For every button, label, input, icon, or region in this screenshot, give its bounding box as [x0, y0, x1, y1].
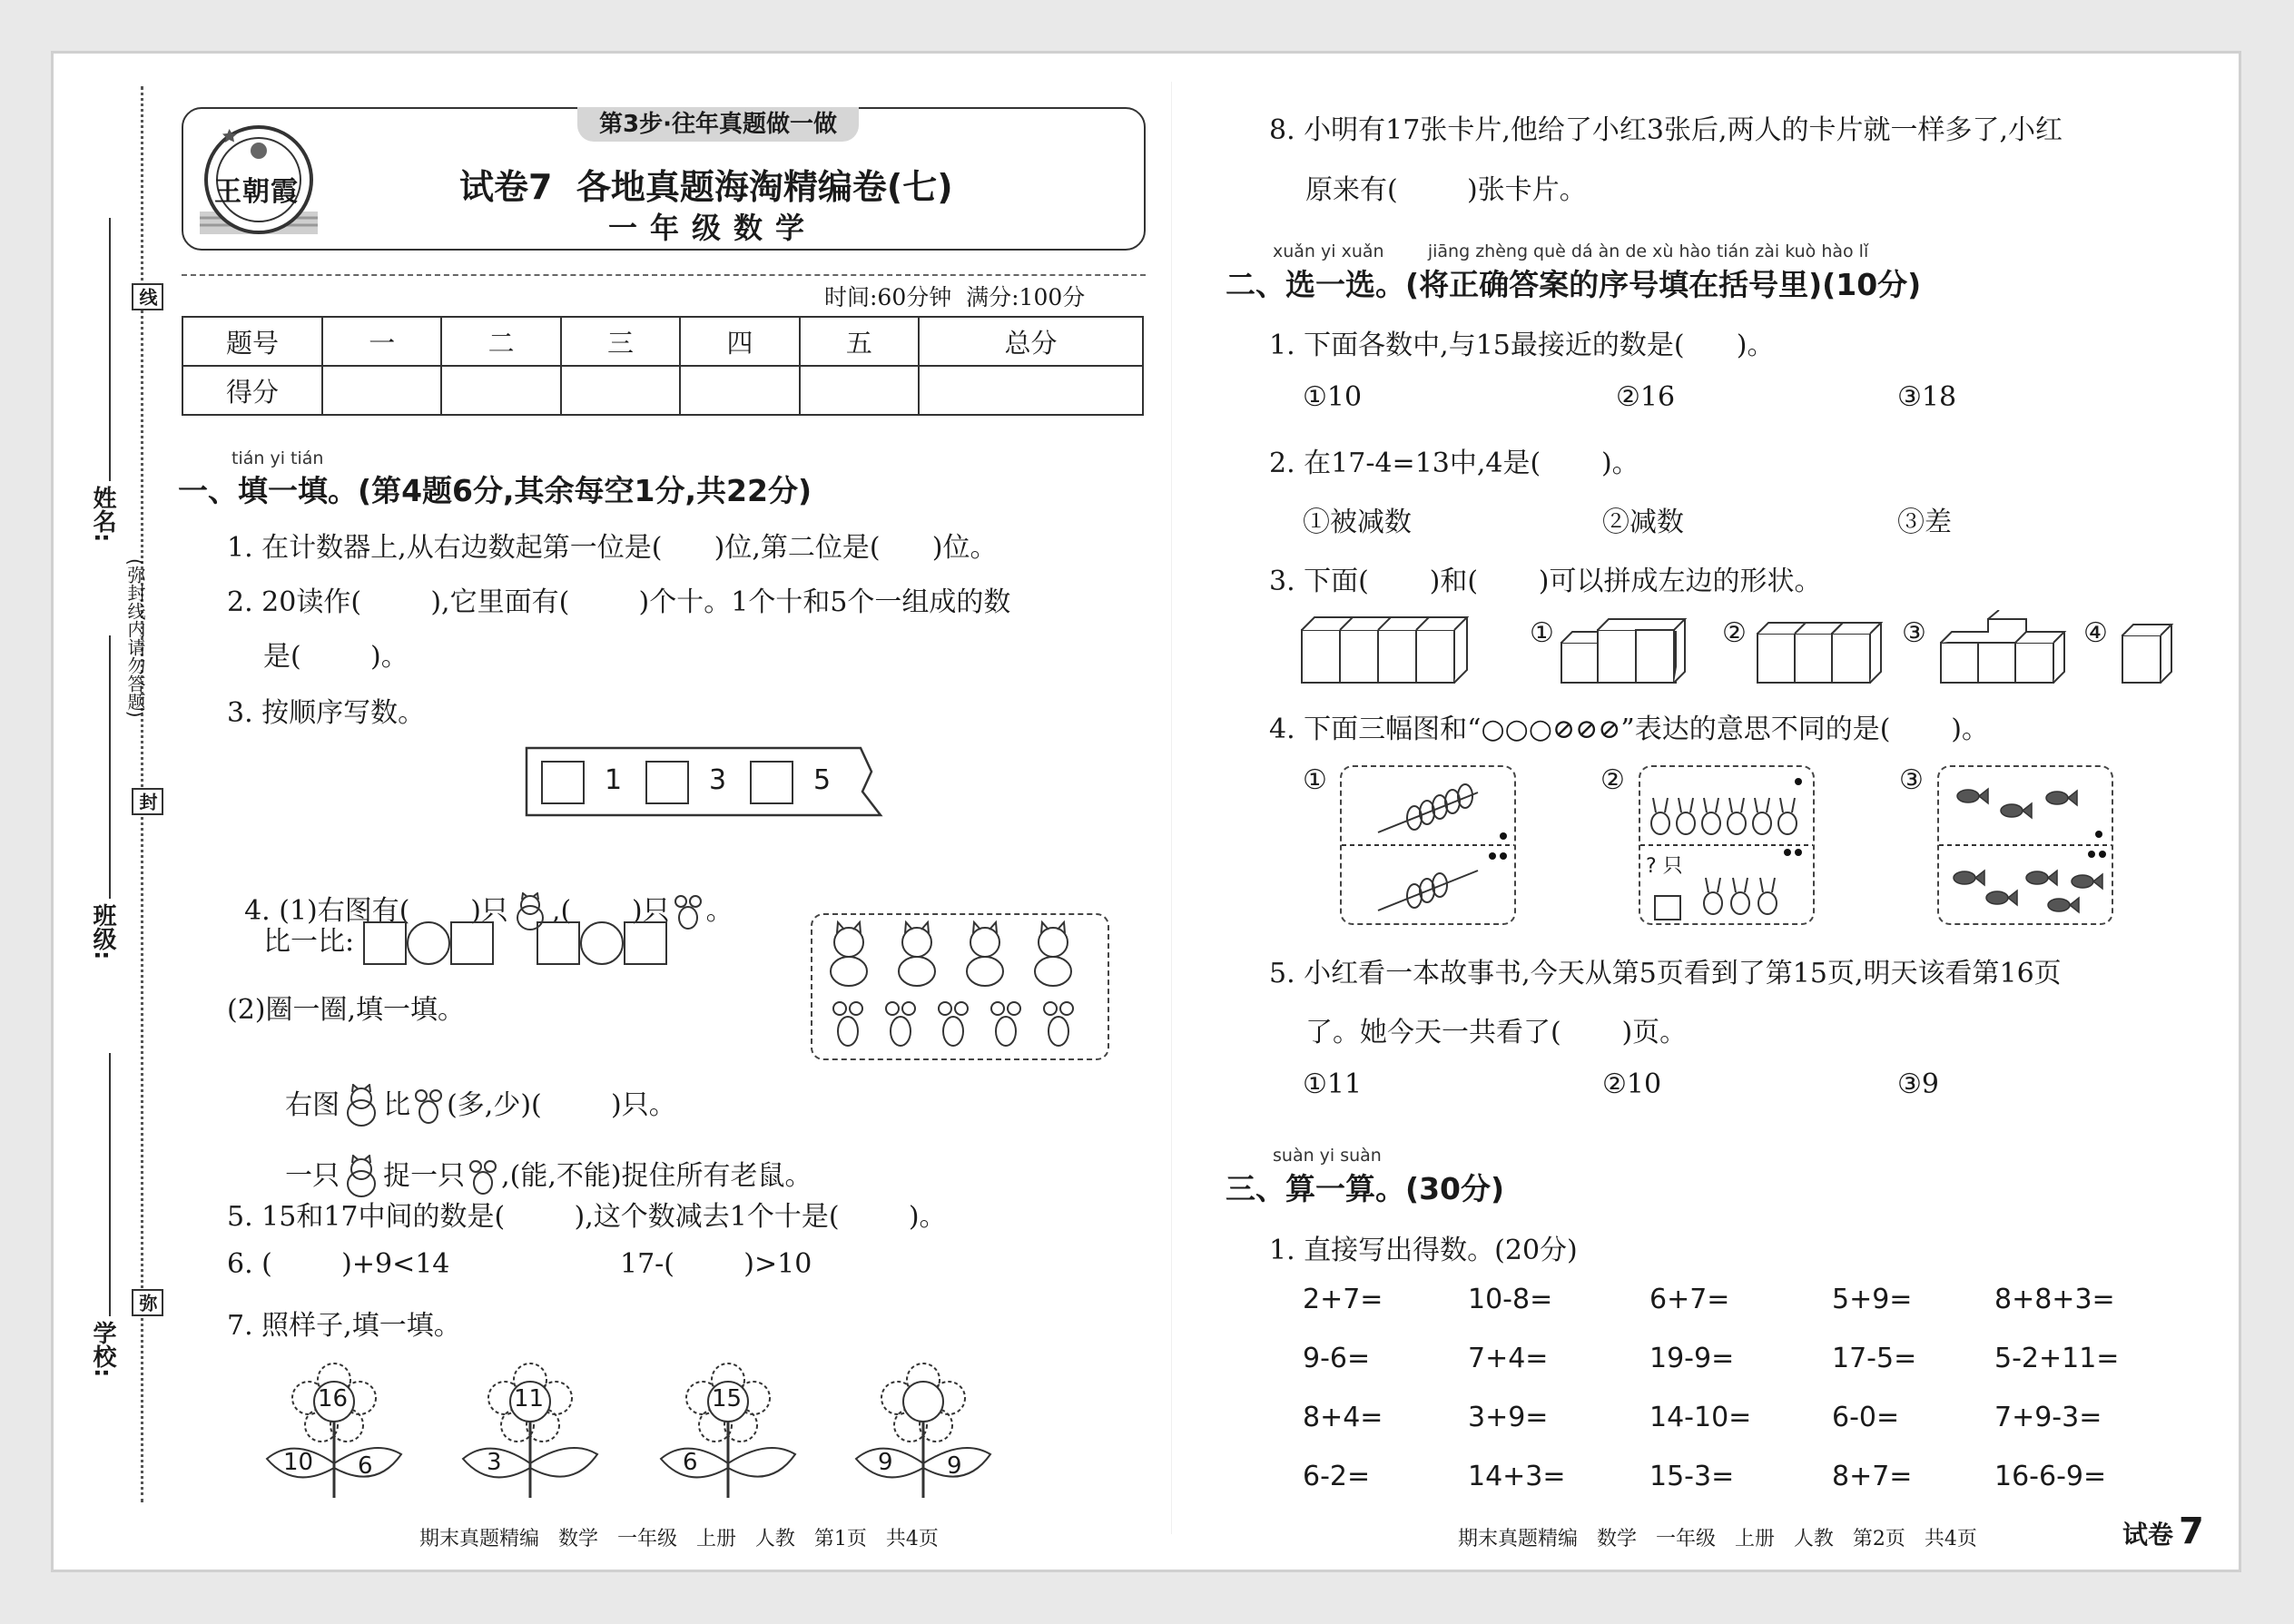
- calc-item[interactable]: 16-6-9=: [1994, 1461, 2107, 1492]
- class-line: [109, 635, 111, 899]
- sec1-title: 一、填一填。(第4题6分,其余每空1分,共22分): [178, 473, 812, 508]
- flower: [258, 1354, 403, 1500]
- calc-item[interactable]: 8+8+3=: [1994, 1284, 2115, 1315]
- q4d3: (多,少)( )只。: [447, 1089, 676, 1121]
- score-cell: 五: [800, 317, 919, 366]
- sec2-q2-opt[interactable]: ①被减数: [1303, 507, 1412, 538]
- score-cell: 二: [441, 317, 560, 366]
- cube-option-4: [2122, 625, 2171, 683]
- binding-mark-mi: 弥: [132, 1289, 163, 1316]
- sec2-pinyin: xuǎn yi xuǎn jiāng zhèng què dá àn de xù hào tián zài kuò hào lǐ: [1273, 241, 1869, 261]
- rabbits-illustration: [1640, 767, 1813, 923]
- sec2-q1-opt[interactable]: ②16: [1616, 381, 1676, 413]
- q4d1: 右图: [285, 1089, 340, 1121]
- flower: [847, 1354, 992, 1500]
- compare-label: 比一比:: [263, 926, 355, 958]
- calc-item[interactable]: 6-2=: [1303, 1461, 1371, 1492]
- cube-row-target: [1302, 617, 1467, 683]
- score-cell: 题号: [182, 317, 322, 366]
- binding-mark-line: 线: [132, 283, 163, 310]
- compare-box[interactable]: [537, 921, 580, 965]
- flower-outline: [847, 1354, 992, 1500]
- score-entry[interactable]: [919, 366, 1143, 415]
- mouse-icon: [833, 1002, 862, 1046]
- q4e3: ,(能,不能)捉住所有老鼠。: [501, 1160, 812, 1192]
- sec1-q1: 1. 在计数器上,从右边数起第一位是( )位,第二位是( )位。: [227, 532, 998, 564]
- cat-icon: [899, 922, 935, 986]
- cube-option-label[interactable]: ①: [1530, 617, 1554, 649]
- q4a-text: 4. (1)右图有( )只: [244, 895, 508, 927]
- paper-badge: [2122, 1511, 2204, 1552]
- sec1-q4d: [268, 1050, 676, 1129]
- mouse-icon: [670, 892, 706, 932]
- calc-item[interactable]: 14+3=: [1468, 1461, 1566, 1492]
- q4a2-text: ,( )只: [551, 895, 670, 927]
- q4-panel-label[interactable]: ②: [1600, 764, 1625, 796]
- q4e2: 捉一只: [383, 1160, 466, 1192]
- q4-panel-label[interactable]: ①: [1303, 764, 1327, 796]
- calc-item[interactable]: 7+9-3=: [1994, 1402, 2102, 1433]
- calc-item[interactable]: 8+4=: [1303, 1402, 1383, 1433]
- binding-note: (弥封线内请勿答题): [124, 558, 146, 718]
- compare-circle[interactable]: [580, 921, 624, 965]
- flower-outline: [258, 1354, 403, 1500]
- sec2-q4: 4. 下面三幅图和“○○○⊘⊘⊘”表达的意思不同的是( )。: [1269, 714, 1989, 745]
- calc-item[interactable]: 6-0=: [1832, 1402, 1900, 1433]
- footer-left: 期末真题精编 数学 一年级 上册 人教 第1页 共4页: [419, 1528, 939, 1550]
- sec2-q1-opt[interactable]: ①10: [1303, 381, 1363, 413]
- score-table-header-row: [182, 317, 1143, 366]
- q4-panel-abacus: [1340, 765, 1516, 925]
- cube-option-label[interactable]: ③: [1902, 617, 1926, 649]
- flower-center-number: 11: [514, 1385, 545, 1412]
- abacus-illustration: [1342, 767, 1514, 923]
- sec1-q6a: 6. ( )+9<14: [227, 1248, 450, 1280]
- logo-badge: [191, 116, 327, 243]
- school-label: 学校:: [89, 1321, 116, 1378]
- q4a3-text: 。: [705, 895, 733, 927]
- exam-title: 试卷7 各地真题海淘精编卷(七): [459, 167, 953, 207]
- cat-icon: [967, 922, 1003, 986]
- header-dashed-rule: [182, 274, 1146, 276]
- calc-item[interactable]: 5-2+11=: [1994, 1343, 2120, 1374]
- sec2-q2-opt[interactable]: ③差: [1897, 507, 1952, 538]
- flower-outline: [454, 1354, 599, 1500]
- q4e1: 一只: [285, 1160, 340, 1192]
- sec2-title: 二、选一选。(将正确答案的序号填在括号里)(10分): [1226, 267, 1922, 302]
- flower-outline: [652, 1354, 797, 1500]
- flower: [454, 1354, 599, 1500]
- calc-item[interactable]: 6+7=: [1649, 1284, 1730, 1315]
- flower-leaf-right: 9: [947, 1452, 962, 1480]
- calc-item[interactable]: 9-6=: [1303, 1343, 1371, 1374]
- compare-row: [263, 919, 667, 965]
- paper-label: 试卷: [2122, 1520, 2174, 1550]
- flower-leaf-right: 6: [358, 1452, 373, 1480]
- score-entry[interactable]: [561, 366, 680, 415]
- school-line: [109, 1053, 111, 1316]
- sec1-q3: 3. 按顺序写数。: [227, 697, 426, 729]
- q8a: 8. 小明有17张卡片,他给了小红3张后,两人的卡片就一样多了,小红: [1269, 114, 2063, 146]
- time-info: 时间:60分钟 满分:100分: [824, 284, 1086, 310]
- mouse-icon: [465, 1157, 501, 1197]
- mouse-icon: [1044, 1002, 1073, 1046]
- step-tag: 第3步·往年真题做一做: [577, 107, 859, 142]
- compare-circle[interactable]: [407, 921, 450, 965]
- calc-item[interactable]: 2+7=: [1303, 1284, 1383, 1315]
- class-label: 班级:: [89, 903, 116, 960]
- mouse-icon: [939, 1002, 968, 1046]
- name-line: [109, 218, 111, 481]
- calc-item[interactable]: 7+4=: [1468, 1343, 1549, 1374]
- flower-leaf-right: 3: [487, 1449, 502, 1476]
- number-strip: [525, 746, 883, 817]
- calc-item[interactable]: 17-5=: [1832, 1343, 1917, 1374]
- page-gutter: [1171, 82, 1172, 1534]
- calc-item[interactable]: 3+9=: [1468, 1402, 1549, 1433]
- score-entry[interactable]: [441, 366, 560, 415]
- footer-right: 期末真题精编 数学 一年级 上册 人教 第2页 共4页: [1458, 1528, 1977, 1550]
- mouse-icon: [886, 1002, 915, 1046]
- sec1-pinyin: tián yi tián: [231, 448, 324, 468]
- score-cell: 三: [561, 317, 680, 366]
- sec3-title: 三、算一算。(30分): [1226, 1171, 1505, 1206]
- flower-center-number: 16: [318, 1385, 349, 1412]
- paper-number: 7: [2179, 1511, 2204, 1552]
- calc-item[interactable]: 14-10=: [1649, 1402, 1752, 1433]
- cube-option-1: [1561, 619, 1685, 683]
- calc-item[interactable]: 19-9=: [1649, 1343, 1735, 1374]
- calc-item[interactable]: 10-8=: [1468, 1284, 1553, 1315]
- q4-panel-rabbits: [1639, 765, 1815, 925]
- cube-shapes: [1300, 610, 2208, 692]
- sec2-q5-opt[interactable]: ①11: [1303, 1068, 1363, 1100]
- score-cell: 四: [680, 317, 799, 366]
- blank-box[interactable]: [541, 761, 585, 804]
- sec1-q6b: 17-( )>10: [620, 1248, 812, 1280]
- cats-mice-illustration: [812, 915, 1108, 1058]
- sec2-q1-opt[interactable]: ③18: [1897, 381, 1957, 413]
- sec1-q4c: (2)圈一圈,填一填。: [227, 994, 466, 1026]
- score-table-score-row: [182, 366, 1143, 415]
- cube-option-2: [1757, 623, 1881, 683]
- score-entry[interactable]: [322, 366, 441, 415]
- sec2-q5-opt[interactable]: ③9: [1897, 1068, 1939, 1100]
- q4d2: 比: [383, 1089, 411, 1121]
- strip-number: 1: [605, 764, 623, 796]
- calc-item[interactable]: 5+9=: [1832, 1284, 1913, 1315]
- exam-subtitle: 一年级数学: [608, 211, 818, 245]
- cats-mice-picture: [811, 913, 1109, 1060]
- score-entry[interactable]: [800, 366, 919, 415]
- q4-panel-fish: [1937, 765, 2113, 925]
- cat-icon: [831, 922, 867, 986]
- flower-leaf-left: 9: [878, 1449, 893, 1476]
- score-cell: 总分: [919, 317, 1143, 366]
- cube-option-label[interactable]: ②: [1722, 617, 1747, 649]
- score-entry[interactable]: [680, 366, 799, 415]
- calc-item[interactable]: 8+7=: [1832, 1461, 1913, 1492]
- score-cell: 一: [322, 317, 441, 366]
- compare-box[interactable]: [624, 921, 667, 965]
- cat-icon: [1035, 922, 1071, 986]
- sec2-q2-opt[interactable]: ②减数: [1602, 507, 1684, 538]
- compare-box[interactable]: [450, 921, 494, 965]
- sec3-q1: 1. 直接写出得数。(20分): [1269, 1235, 1578, 1266]
- score-cell: 得分: [182, 366, 322, 415]
- sec3-pinyin: suàn yi suàn: [1273, 1146, 1382, 1166]
- sec2-q5a: 5. 小红看一本故事书,今天从第5页看到了第15页,明天该看第16页: [1269, 958, 2062, 989]
- compare-box[interactable]: [363, 921, 407, 965]
- calc-item[interactable]: 15-3=: [1649, 1461, 1735, 1492]
- score-table: [182, 316, 1144, 416]
- cube-option-label[interactable]: ④: [2083, 617, 2108, 649]
- sec1-q4e: [268, 1121, 812, 1200]
- blank-box[interactable]: [750, 761, 793, 804]
- flower-center-number: 15: [712, 1385, 743, 1412]
- sec2-q3: 3. 下面( )和( )可以拼成左边的形状。: [1269, 566, 1822, 597]
- q4-panel-label[interactable]: ③: [1899, 764, 1924, 796]
- sec1-q7: 7. 照样子,填一填。: [227, 1310, 461, 1342]
- sec2-q5-opt[interactable]: ②10: [1602, 1068, 1662, 1100]
- sec2-q5b: 了。她今天一共看了( )页。: [1305, 1017, 1688, 1048]
- sec1-q5: 5. 15和17中间的数是( ),这个数减去1个十是( )。: [227, 1201, 947, 1233]
- flower-leaf-left: 10: [283, 1449, 314, 1476]
- cube-option-3: [1941, 610, 2064, 683]
- binding-mark-seal: 封: [132, 788, 163, 815]
- logo-text: 王朝霞: [214, 176, 299, 208]
- q8b: 原来有( )张卡片。: [1305, 174, 1587, 206]
- fish-illustration: [1939, 767, 2112, 923]
- strip-number: 5: [813, 764, 832, 796]
- sec2-q1: 1. 下面各数中,与15最接近的数是( )。: [1269, 330, 1775, 361]
- rabbit-question-label: ? 只: [1646, 855, 1683, 878]
- mouse-icon: [991, 1002, 1020, 1046]
- strip-number: 3: [709, 764, 727, 796]
- sec2-q2: 2. 在17-4=13中,4是( )。: [1269, 448, 1639, 479]
- name-label: 姓名:: [89, 486, 116, 543]
- blank-box[interactable]: [645, 761, 689, 804]
- sec1-q2b: 是( )。: [263, 641, 409, 673]
- flower: [652, 1354, 797, 1500]
- flower-leaf-left: 6: [683, 1449, 698, 1476]
- sec1-q2a: 2. 20读作( ),它里面有( )个十。1个十和5个一组成的数: [227, 586, 1011, 618]
